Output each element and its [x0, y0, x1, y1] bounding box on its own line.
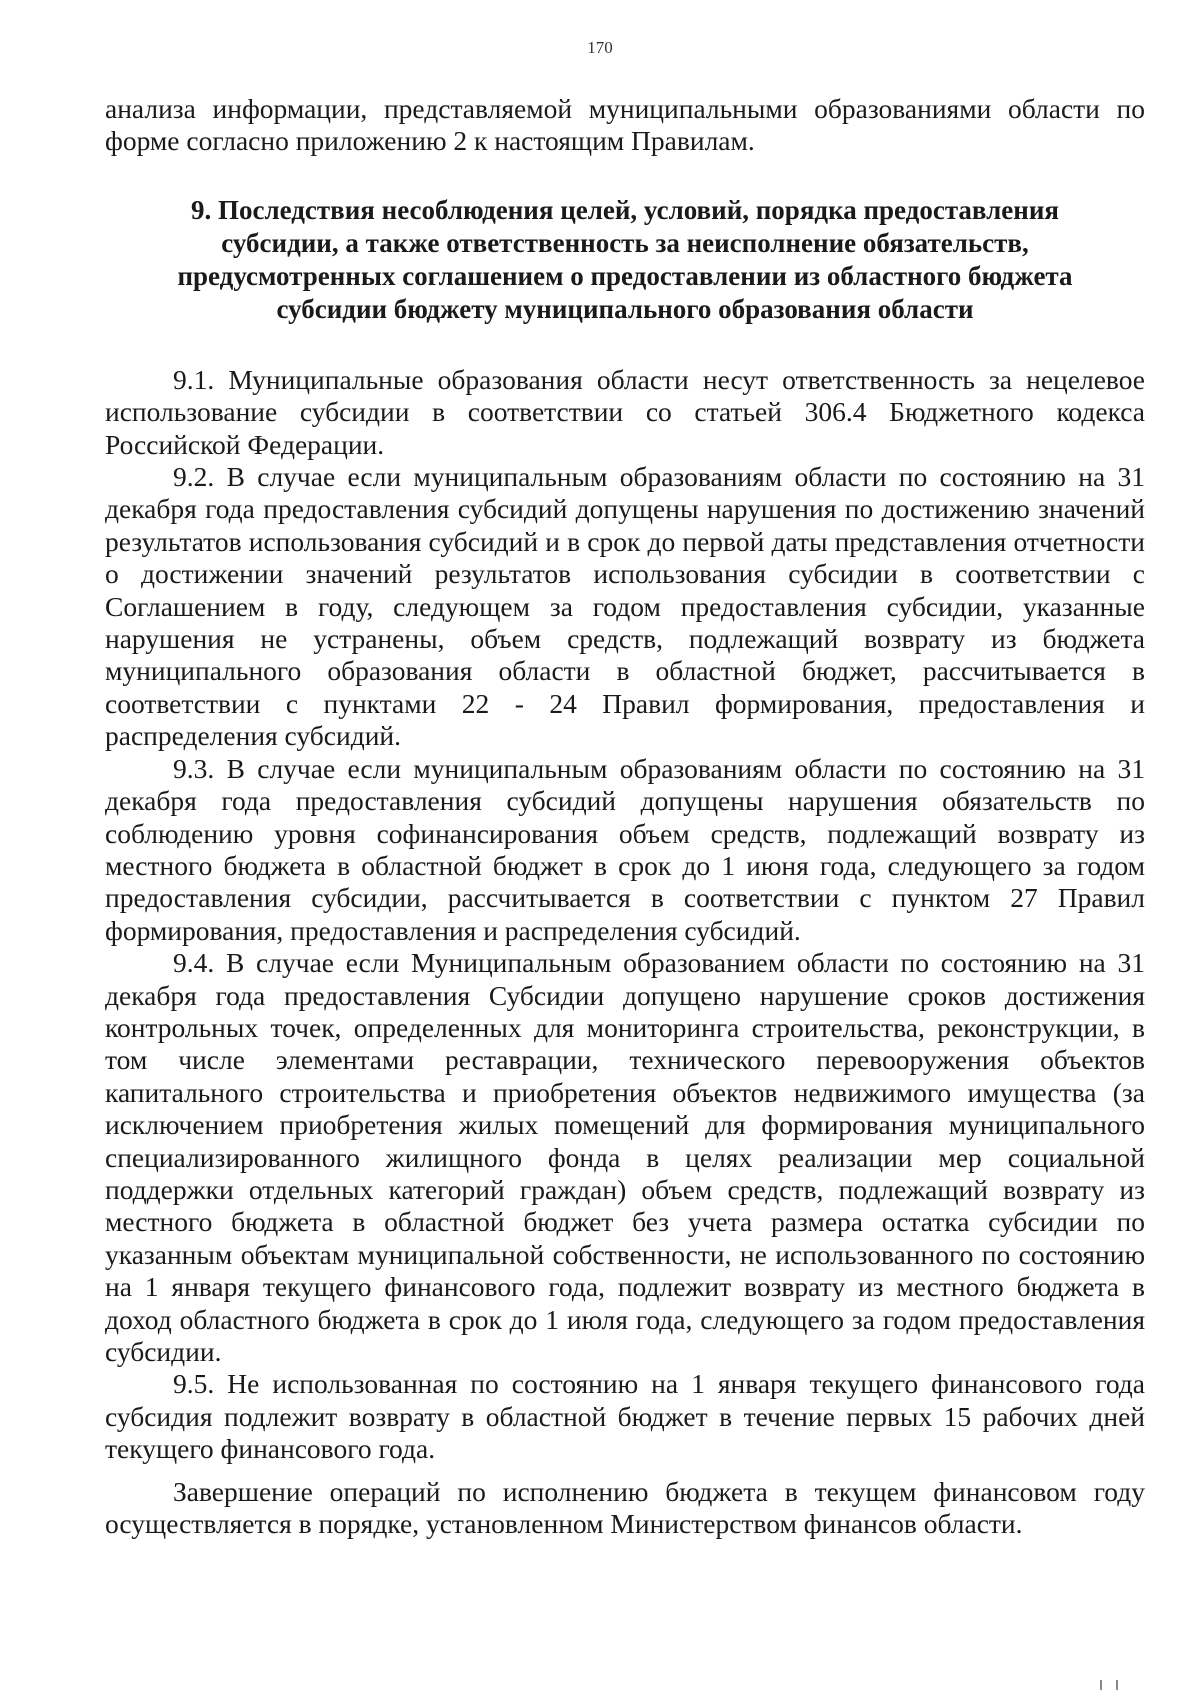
- paragraph-9-5: 9.5. Не использованная по состоянию на 1 января текущего финансового года субсидия подлежит возврату в областной бюджет в течение первых 15 рабочих дней текущего финансового года.: [105, 1368, 1145, 1465]
- document-body: [105, 93, 1145, 1540]
- paragraph-9-4: 9.4. В случае если Муниципальным образованием области по состоянию на 31 декабря года предоставления Субсидии допущено нарушение сроков достижения контрольных точек, определенных для мониторинга строительства, реконструкции, в том числе элементами реставрации, технического перевооружения объектов капитального строительства и приобретения объектов недвижимого имущества (за исключением приобретения жилых помещений для формирования муниципального специализированного жилищного фонда в целях реализации мер социальной поддержки отдельных категорий граждан) объем средств, подлежащий возврату из местного бюджета в областной бюджет без учета размера остатка субсидии по указанным объектам муниципальной собственности, не использованного по состоянию на 1 января текущего финансового года, подлежит возврату из местного бюджета в доход областного бюджета в срок до 1 июля года, следующего за годом предоставления субсидии.: [105, 947, 1145, 1367]
- scan-mark: [1100, 1680, 1118, 1690]
- paragraph-9-3: 9.3. В случае если муниципальным образованиям области по состоянию на 31 декабря года предоставления субсидий допущены нарушения обязательств по соблюдению уровня софинансирования объем средств, подлежащий возврату из местного бюджета в областной бюджет в срок до 1 июня года, следующего за годом предоставления субсидии, рассчитывается в соответствии с пунктом 27 Правил формирования, предоставления и распределения субсидий.: [105, 752, 1145, 946]
- closing-paragraph: Завершение операций по исполнению бюджета в текущем финансовом году осуществляется в порядке, установленном Министерством финансов области.: [105, 1475, 1145, 1540]
- paragraph-9-2: 9.2. В случае если муниципальным образованиям области по состоянию на 31 декабря года предоставления субсидий допущены нарушения по достижению значений результатов использования субсидий и в срок до первой даты представления отчетности о достижении значений результатов использования субсидии в соответствии с Соглашением в году, следующем за годом предоставления субсидии, указанные нарушения не устранены, объем средств, подлежащий возврату из бюджета муниципального образования области в областной бюджет, рассчитывается в соответствии с пунктами 22 - 24 Правил формирования, предоставления и распределения субсидий.: [105, 461, 1145, 752]
- paragraph-9-1: 9.1. Муниципальные образования области несут ответственность за нецелевое использование субсидии в соответствии со статьей 306.4 Бюджетного кодекса Российской Федерации.: [105, 363, 1145, 460]
- intro-paragraph: анализа информации, представляемой муниципальными образованиями области по форме согласно приложению 2 к настоящим Правилам.: [105, 93, 1145, 157]
- page-number: 170: [587, 38, 613, 57]
- section-heading: 9. Последствия несоблюдения целей, условий, порядка предоставления субсидии, а также ответственность за неисполнение обязательств, предусмотренных соглашением о предоставлении из областного бюджета субсидии бюджету муниципального образования области: [177, 194, 1073, 324]
